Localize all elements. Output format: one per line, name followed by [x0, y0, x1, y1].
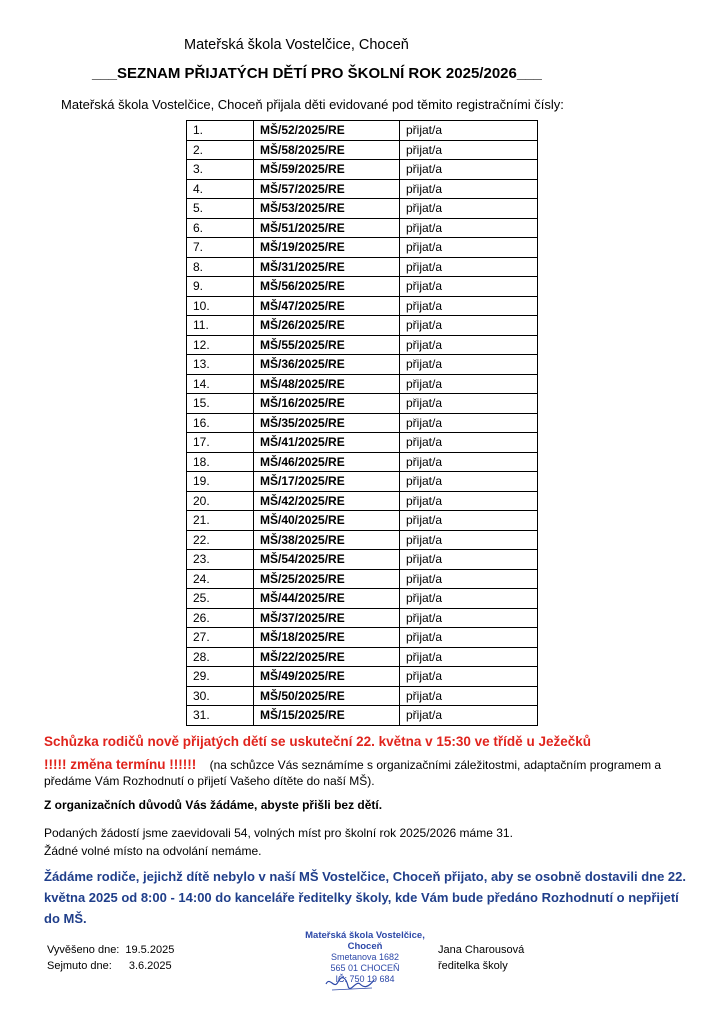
registration-number: MŠ/18/2025/RE [254, 628, 400, 648]
row-number: 18. [187, 452, 254, 472]
admission-status: přijat/a [400, 472, 538, 492]
registration-number: MŠ/22/2025/RE [254, 647, 400, 667]
table-row [187, 589, 538, 609]
registration-number: MŠ/56/2025/RE [254, 277, 400, 297]
admission-status: přijat/a [400, 199, 538, 219]
table-row [187, 238, 538, 258]
admission-status: přijat/a [400, 511, 538, 531]
registration-number: MŠ/58/2025/RE [254, 140, 400, 160]
admission-status: přijat/a [400, 394, 538, 414]
registration-number: MŠ/59/2025/RE [254, 160, 400, 180]
signature-icon [322, 972, 382, 994]
row-number: 27. [187, 628, 254, 648]
table-row [187, 667, 538, 687]
registration-number: MŠ/48/2025/RE [254, 374, 400, 394]
admission-status: přijat/a [400, 667, 538, 687]
registration-number: MŠ/36/2025/RE [254, 355, 400, 375]
row-number: 20. [187, 491, 254, 511]
admission-status: přijat/a [400, 550, 538, 570]
removed-date: 3.6.2025 [128, 960, 172, 972]
admission-status: přijat/a [400, 355, 538, 375]
table-row [187, 706, 538, 726]
document-title: ___SEZNAM PŘIJATÝCH DĚTÍ PRO ŠKOLNÍ ROK 2025/2026___ [92, 65, 542, 82]
row-number: 26. [187, 608, 254, 628]
table-row [187, 355, 538, 375]
table-row [187, 433, 538, 453]
table-row [187, 257, 538, 277]
admission-status: přijat/a [400, 335, 538, 355]
row-number: 30. [187, 686, 254, 706]
row-number: 7. [187, 238, 254, 258]
posted-date: 19.5.2025 [125, 944, 175, 956]
row-number: 28. [187, 647, 254, 667]
director-signature-block [438, 942, 524, 974]
admission-status: přijat/a [400, 160, 538, 180]
registration-number: MŠ/25/2025/RE [254, 569, 400, 589]
table-row [187, 472, 538, 492]
intro-text: Mateřská škola Vostelčice, Choceň přijala děti evidované pod těmito registračními čísly: [61, 97, 564, 112]
admission-status: přijat/a [400, 218, 538, 238]
registration-number: MŠ/41/2025/RE [254, 433, 400, 453]
registration-number: MŠ/55/2025/RE [254, 335, 400, 355]
table-row [187, 316, 538, 336]
admission-status: přijat/a [400, 686, 538, 706]
admission-status: přijat/a [400, 179, 538, 199]
registration-number: MŠ/57/2025/RE [254, 179, 400, 199]
row-number: 2. [187, 140, 254, 160]
registration-number: MŠ/16/2025/RE [254, 394, 400, 414]
term-change-notice: !!!!! změna termínu !!!!!! [44, 757, 197, 772]
table-row [187, 491, 538, 511]
meeting-details-text: (na schůzce Vás seznámíme s organizačními záležitostmi, adaptačním programem a předáme Vám Rozhodnutí o přijetí Vašeho dítěte do naší MŠ). [44, 758, 662, 788]
row-number: 29. [187, 667, 254, 687]
row-number: 31. [187, 706, 254, 726]
meeting-notice: Schůzka rodičů nově přijatých dětí se uskuteční 22. května v 15:30 ve třídě u Ježečků [44, 734, 591, 749]
table-row [187, 140, 538, 160]
admission-status: přijat/a [400, 706, 538, 726]
registration-number: MŠ/54/2025/RE [254, 550, 400, 570]
table-row [187, 647, 538, 667]
admitted-table [186, 120, 538, 726]
admission-status: přijat/a [400, 121, 538, 141]
row-number: 25. [187, 589, 254, 609]
row-number: 16. [187, 413, 254, 433]
table-row [187, 530, 538, 550]
admission-status: přijat/a [400, 452, 538, 472]
director-title: ředitelka školy [438, 960, 508, 972]
not-admitted-notice: Žádáme rodiče, jejichž dítě nebylo v naší MŠ Vostelčice, Choceň přijato, aby se osobně dostavili dne 22. května 2025 od 8:00 - 14:00 do kanceláře ředitelky školy, kde Vám bude předáno Rozhodnutí o nepřijetí do MŠ. [44, 869, 687, 926]
posted-label: Vyvěšeno dne: [47, 944, 120, 956]
row-number: 11. [187, 316, 254, 336]
admission-status: přijat/a [400, 413, 538, 433]
admission-status: přijat/a [400, 316, 538, 336]
admission-status: přijat/a [400, 238, 538, 258]
table-row [187, 550, 538, 570]
registration-number: MŠ/26/2025/RE [254, 316, 400, 336]
row-number: 17. [187, 433, 254, 453]
table-row [187, 628, 538, 648]
row-number: 6. [187, 218, 254, 238]
admission-status: přijat/a [400, 374, 538, 394]
row-number: 3. [187, 160, 254, 180]
admission-status: přijat/a [400, 628, 538, 648]
row-number: 13. [187, 355, 254, 375]
table-row [187, 394, 538, 414]
table-row [187, 686, 538, 706]
registration-number: MŠ/19/2025/RE [254, 238, 400, 258]
admission-status: přijat/a [400, 277, 538, 297]
admission-status: přijat/a [400, 296, 538, 316]
registration-number: MŠ/53/2025/RE [254, 199, 400, 219]
registration-number: MŠ/50/2025/RE [254, 686, 400, 706]
admission-status: přijat/a [400, 530, 538, 550]
stamp-ico: IČ: 750 19 684 [335, 974, 395, 984]
table-row [187, 199, 538, 219]
row-number: 14. [187, 374, 254, 394]
no-children-note: Z organizačních důvodů Vás žádáme, abyste přišli bez dětí. [44, 798, 383, 812]
table-row [187, 511, 538, 531]
stamp-city: 565 01 CHOCEŇ [330, 963, 400, 973]
posting-dates [47, 942, 174, 974]
registration-number: MŠ/37/2025/RE [254, 608, 400, 628]
registration-number: MŠ/51/2025/RE [254, 218, 400, 238]
meeting-details [44, 757, 704, 789]
row-number: 19. [187, 472, 254, 492]
table-row [187, 296, 538, 316]
admission-status: přijat/a [400, 491, 538, 511]
registration-number: MŠ/42/2025/RE [254, 491, 400, 511]
applications-text: Podaných žádostí jsme zaevidovali 54, volných míst pro školní rok 2025/2026 máme 31. [44, 826, 513, 840]
row-number: 10. [187, 296, 254, 316]
registration-number: MŠ/47/2025/RE [254, 296, 400, 316]
admission-status: přijat/a [400, 647, 538, 667]
table-row [187, 335, 538, 355]
registration-number: MŠ/15/2025/RE [254, 706, 400, 726]
table-row [187, 569, 538, 589]
row-number: 8. [187, 257, 254, 277]
registration-number: MŠ/49/2025/RE [254, 667, 400, 687]
row-number: 5. [187, 199, 254, 219]
stamp-school-name: Mateřská škola Vostelčice, Choceň [305, 930, 425, 952]
table-row [187, 374, 538, 394]
admission-status: přijat/a [400, 569, 538, 589]
table-row [187, 179, 538, 199]
director-name: Jana Charousová [438, 944, 525, 956]
row-number: 1. [187, 121, 254, 141]
no-places-text: Žádné volné místo na odvolání nemáme. [44, 844, 262, 858]
table-row [187, 121, 538, 141]
admission-status: přijat/a [400, 589, 538, 609]
table-row [187, 218, 538, 238]
registration-number: MŠ/40/2025/RE [254, 511, 400, 531]
table-row [187, 160, 538, 180]
admission-status: přijat/a [400, 608, 538, 628]
removed-label: Sejmuto dne: [47, 960, 112, 972]
registration-number: MŠ/17/2025/RE [254, 472, 400, 492]
row-number: 15. [187, 394, 254, 414]
table-row [187, 452, 538, 472]
registration-number: MŠ/44/2025/RE [254, 589, 400, 609]
stamp-street: Smetanova 1682 [330, 952, 400, 962]
school-name: Mateřská škola Vostelčice, Choceň [184, 37, 409, 53]
row-number: 12. [187, 335, 254, 355]
registration-number: MŠ/46/2025/RE [254, 452, 400, 472]
admission-status: přijat/a [400, 433, 538, 453]
table-row [187, 413, 538, 433]
row-number: 22. [187, 530, 254, 550]
row-number: 21. [187, 511, 254, 531]
row-number: 9. [187, 277, 254, 297]
registration-number: MŠ/31/2025/RE [254, 257, 400, 277]
table-row [187, 277, 538, 297]
registration-number: MŠ/52/2025/RE [254, 121, 400, 141]
registration-number: MŠ/35/2025/RE [254, 413, 400, 433]
row-number: 24. [187, 569, 254, 589]
row-number: 23. [187, 550, 254, 570]
admission-status: přijat/a [400, 140, 538, 160]
table-row [187, 608, 538, 628]
row-number: 4. [187, 179, 254, 199]
registration-number: MŠ/38/2025/RE [254, 530, 400, 550]
admission-status: přijat/a [400, 257, 538, 277]
